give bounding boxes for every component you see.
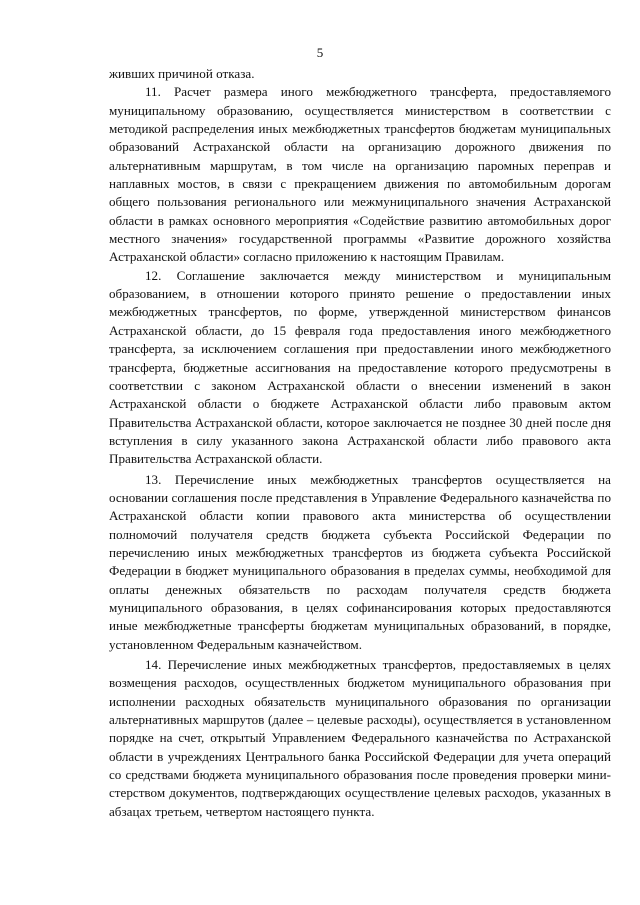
paragraph-item-11: 11. Расчет размера иного межбюджетного трансферта, предоставляемого муниципальному образованию, осуществляется министерством в соответствии с методикой распределения иных межбюджетных трансфертов бюджетам муниципальных образований Астраханской области на организацию дорожного движения по альтернативным маршрутам, в том числе на организацию паромных переправ и наплавных мостов, в связи с прекращением движения по автомобильным дорогам общего пользования регионального или межмуниципального значения Астраханской области в рамках основного мероприятия «Содействие развитию автомобильных дорог местного значения» государственной программы «Развитие дорожного хозяйства Астраханской области» согласно приложению к настоящим Правилам. (109, 84, 611, 265)
paragraph-item-12: 12. Соглашение заключается между министерством и муниципальным образованием, в отношении которого принято решение о предоставлении иных межбюджетных трансфертов, по форме, утвержденной министерством финансов Астраханской области, до 15 февраля года предоставления иного межбюджетного трансферта, за исключением соглашения при предоставлении иного межбюджетного трансферта, бюджетные ассигнования на предоставление которого предусмотрены в соответствии с законом Астраханской области о внесении изменений в закон Астраханской области о бюджете Астраханской области либо правовым актом Правительства Астраханской области, которое заключается не позднее 30 дней после дня вступления в силу указанного закона Астраханской области либо правового акта Правительства Астраханской области. (109, 267, 611, 467)
document-body (109, 65, 611, 821)
paragraph-item-14: 14. Перечисление иных межбюджетных трансфертов, предоставляемых в целях возмещения расходов, осуществленных бюджетом муниципального образования при исполнении расходных обязательств муниципального образования по организации альтернативных маршрутов (далее – целевые расходы), осуществляется в установленном порядке на счет, открытый Управлением Федерального казначейства по Астраханской области в учреждениях Центрального банка Российской Федерации для учета операций со средствами бюджета муниципального образования после проведения проверки министерством документов, подтверждающих осуществление целевых расходов, указанных в абзацах третьем, четвертом настоящего пункта. (109, 657, 611, 819)
paragraph-item-13: 13. Перечисление иных межбюджетных трансфертов осуществляется на основании соглашения после представления в Управление Федерального казначейства по Астраханской области копии правового акта министерства об осуществлении полномочий получателя средств бюджета субъекта Российской Федерации по перечислению иных межбюджетных трансфертов из бюджета субъекта Российской Федерации в бюджет муниципального образования в пределах суммы, необходимой для оплаты денежных обязательств по расходам получателя средств бюджета муниципального образования, в целях софинансирования которых предоставляются иные межбюджетные трансферты бюджетам муниципальных образований, в порядке, установленном Федеральным казначейством. (109, 471, 611, 652)
paragraph-continuation: живших причиной отказа. (109, 66, 255, 81)
page-number: 5 (316, 45, 324, 60)
